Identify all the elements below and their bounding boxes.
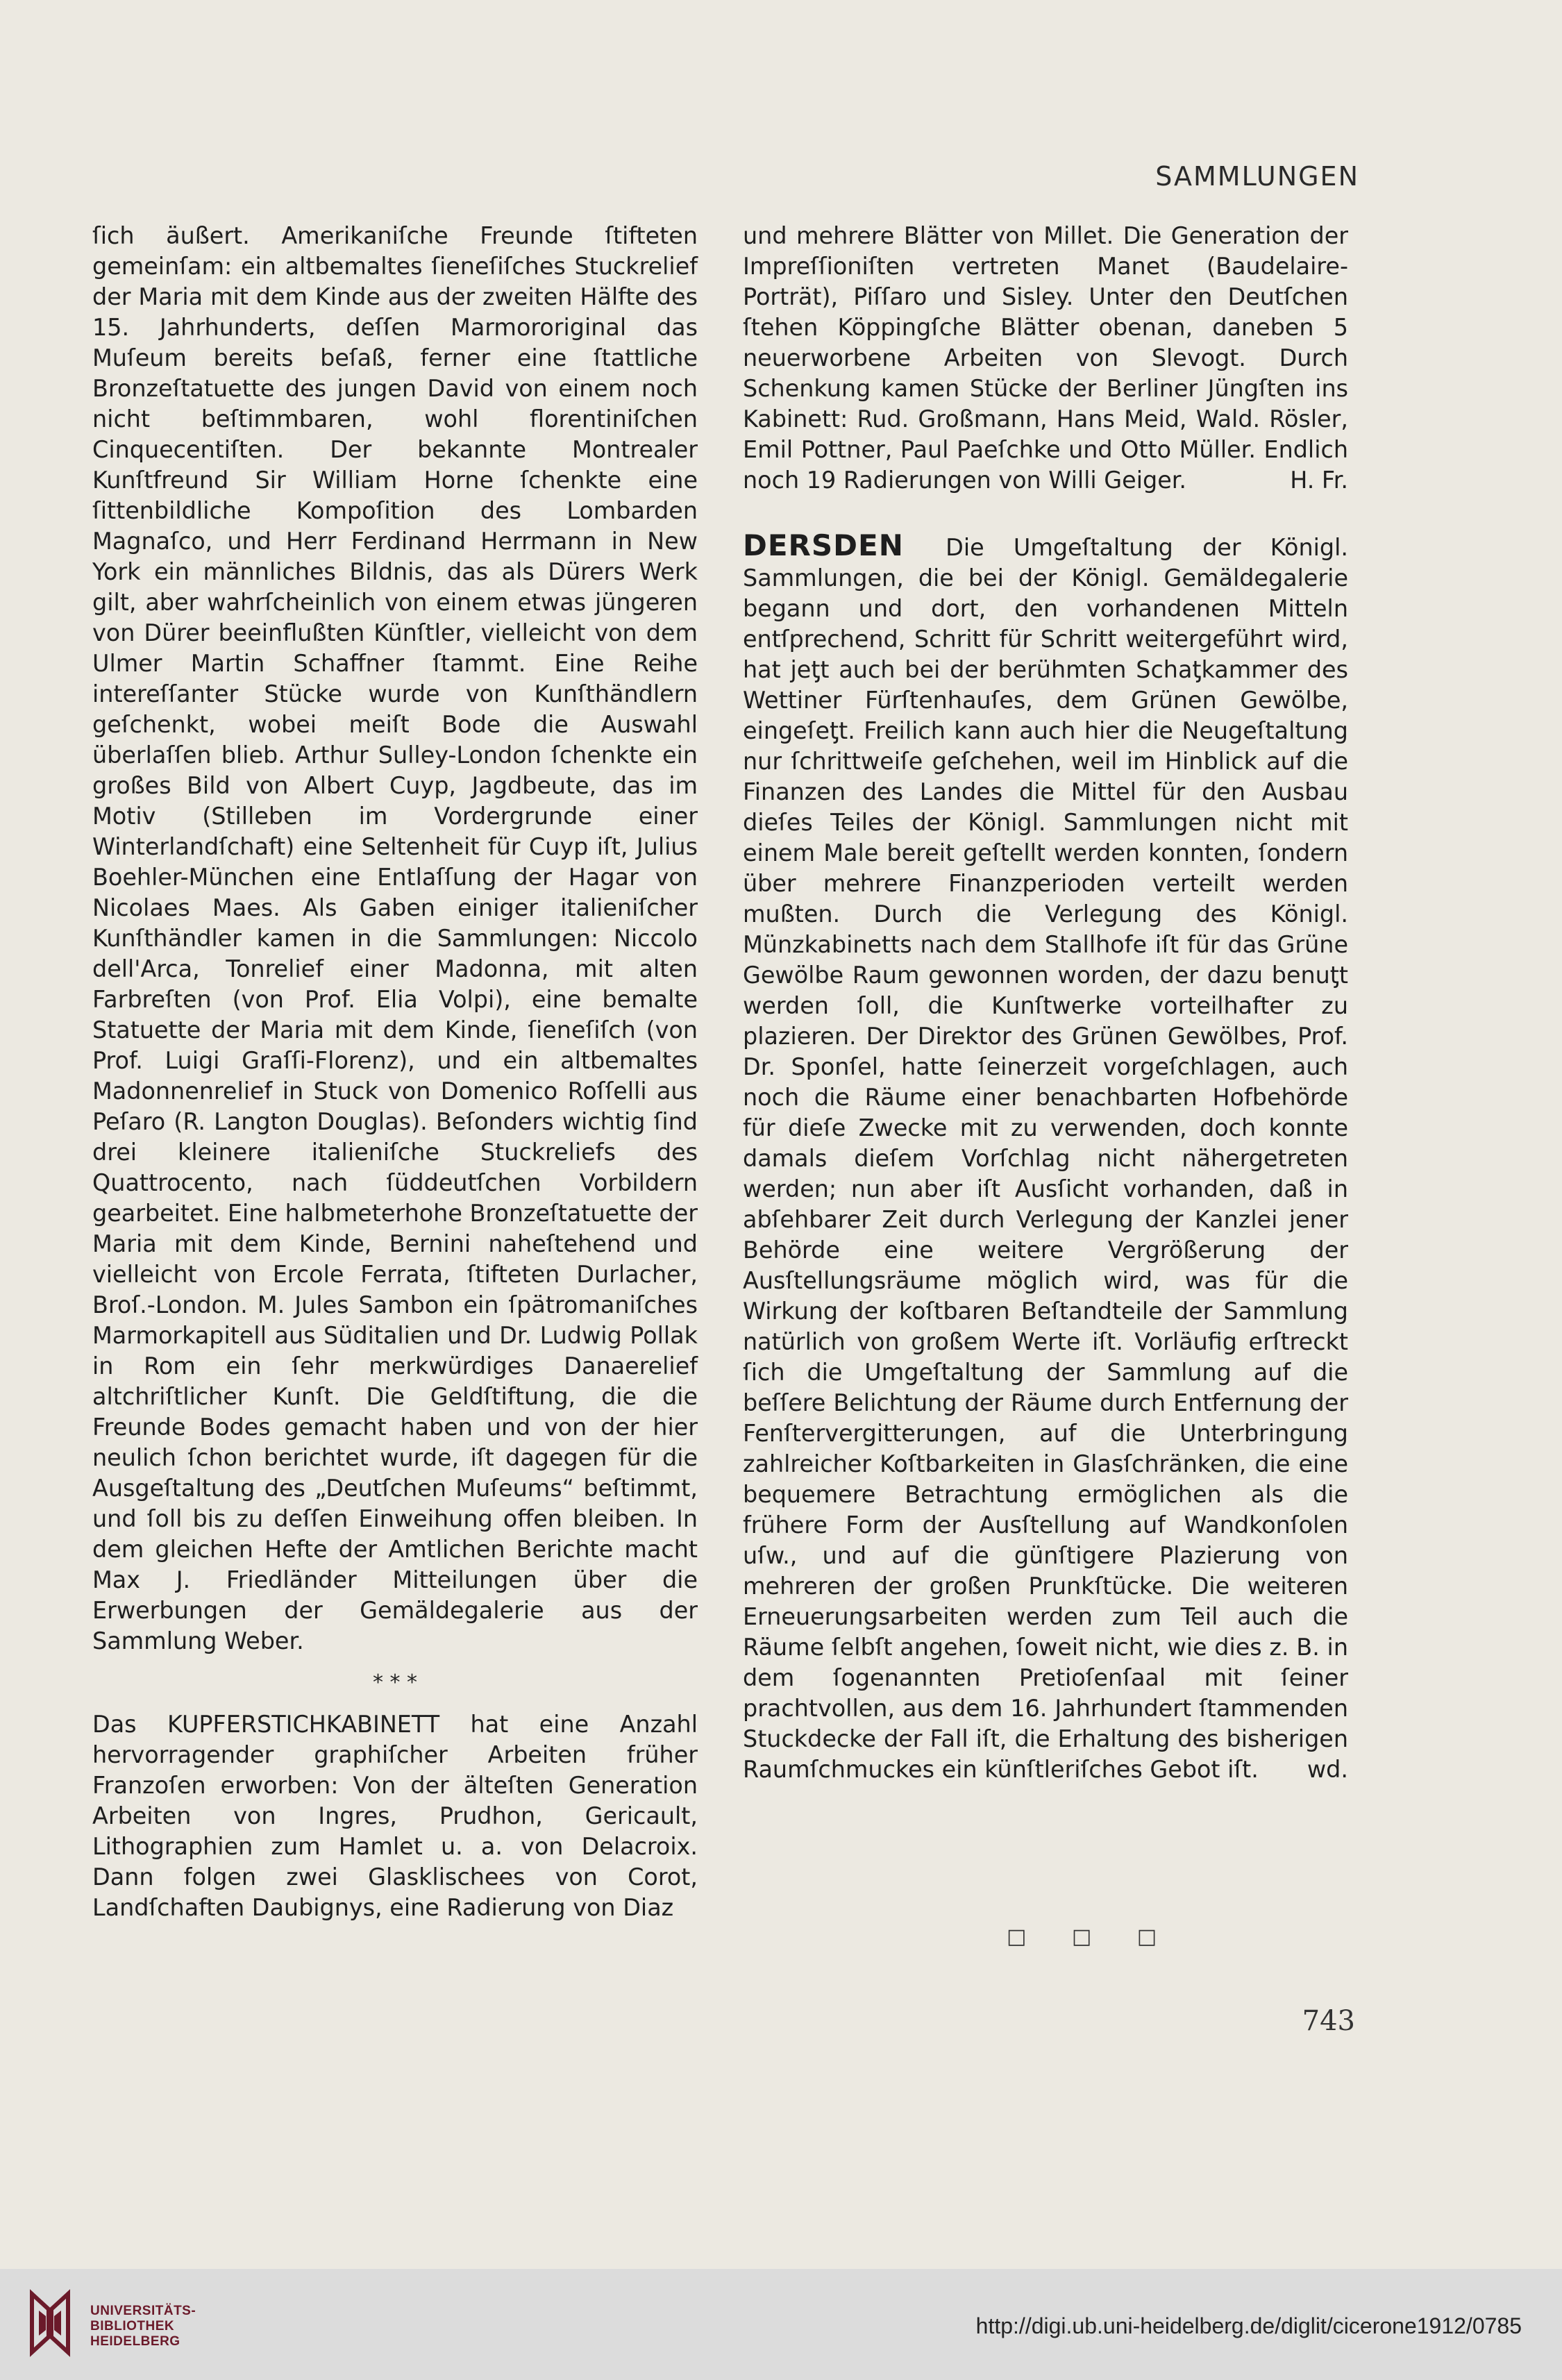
section-separator: * * * — [372, 1670, 418, 1695]
right-paragraph-2-text: Die Umgeſtaltung der Königl. Sammlungen, die bei der Königl. Gemäldegalerie begann und dort, den vorhandenen Mitteln entſprechend, Schritt für Schritt weitergeführt wird, hat jeƫt auch bei der berühmten Schaƫkammer des Wettiner Fürſtenhauſes, dem Grünen Gewölbe, eingeſeƫt. Freilich kann auch hier die Neugeſtaltung nur ſchrittweiſe geſchehen, weil im Hinblick auf die Finanzen des Landes die Mittel für den Ausbau dieſes Teiles der Königl. Sammlungen nicht mit einem Male bereit geſtellt werden konnten, ſondern über mehrere Finanzperioden verteilt werden mußten. Durch die Verlegung des Königl. Münzkabinetts nach dem Stallhofe iſt für das Grüne Gewölbe Raum gewonnen worden, der dazu benuƫt werden ſoll, die Kunſtwerke vorteilhafter zu plazieren. Der Direktor des Grünen Gewölbes, Prof. Dr. Sponſel, hatte ſeinerzeit vorgeſchlagen, auch noch die Räume einer benachbarten Hofbehörde für dieſe Zwecke mit zu verwenden, doch konnte damals dieſem Vorſchlag nicht nähergetreten werden; nun aber iſt Ausſicht vorhanden, daß in abſehbarer Zeit durch Verlegung der Kanzlei jener Behörde eine weitere Vergrößerung der Ausſtellungsräume möglich wird, was für die Wirkung der koſtbaren Beſtandteile der Sammlung natürlich von großem Werte iſt. Vorläufig erſtreckt ſich die Umgeſtaltung der Sammlung auf die beſſere Belichtung der Räume durch Entfernung der Fenſtervergitterungen, auf die Unterbringung zahlreicher Koſtbarkeiten in Glasſchränken, die eine bequemere Betrachtung ermöglichen als die frühere Form der Ausſtellung auf Wandkonſolen uſw., und auf die günſtigere Plazierung von mehreren der großen Prunkſtücke. Die weiteren Erneuerungsarbeiten werden zum Teil auch die Räume ſelbſt angehen, ſoweit nicht, wie dies z. B. in dem ſogenannten Pretioſenſaal mit ſeiner prachtvollen, aus dem 16. Jahrhundert ſtammenden Stuckdecke der Fall iſt, die Erhaltung des bisherigen Raumſchmuckes ein künſtleriſches Gebot iſt. — [743, 534, 1348, 1783]
library-name[interactable] — [90, 2304, 196, 2349]
library-name-line-3: HEIDELBERG — [90, 2334, 180, 2349]
right-paragraph-2 — [743, 530, 1348, 1785]
footer-bar — [0, 2269, 1562, 2380]
right-column — [743, 221, 1348, 1785]
right-paragraph-1-text: und mehrere Blätter von Millet. Die Generation der Impreſſioniſten vertreten Manet (Baudelaire-Porträt), Piſſaro und Sisley. Unter den Deutſchen ſtehen Köppingſche Blätter obenan, daneben 5 neuerworbene Arbeiten von Slevogt. Durch Schenkung kamen Stücke der Berliner Jüngſten ins Kabinett: Rud. Großmann, Hans Meid, Wald. Rösler, Emil Pottner, Paul Paeſchke und Otto Müller. Endlich noch 19 Radierungen von Willi Geiger. — [743, 222, 1348, 494]
library-name-line-2: BIBLIOTHEK — [90, 2319, 175, 2333]
left-paragraph-1: ſich äußert. Amerikaniſche Freunde ſtifteten gemeinſam: ein altbemaltes ſieneſiſches Stuckrelief der Maria mit dem Kinde aus der zweiten Hälfte des 15. Jahrhunderts, deſſen Marmororiginal das Muſeum bereits beſaß, ferner eine ſtattliche Bronzeſtatuette des jungen David von einem noch nicht beſtimmbaren, wohl florentiniſchen Cinquecentiſten. Der bekannte Montrealer Kunſtfreund Sir William Horne ſchenkte eine ſittenbildliche Kompoſition des Lombarden Magnaſco, und Herr Ferdinand Herrmann in New York ein männliches Bildnis, das als Dürers Werk gilt, aber wahrſcheinlich von einem etwas jüngeren von Dürer beeinflußten Künſtler, vielleicht von dem Ulmer Martin Schaffner ſtammt. Eine Reihe intereſſanter Stücke wurde von Kunſthändlern geſchenkt, wobei meiſt Bode die Auswahl überlaſſen blieb. Arthur Sulley-London ſchenkte ein großes Bild von Albert Cuyp, Jagdbeute, das im Motiv (Stilleben im Vordergrunde einer Winterlandſchaft) eine Seltenheit für Cuyp iſt, Julius Boehler-München eine Entlaſſung der Hagar von Nicolaes Maes. Als Gaben einiger italieniſcher Kunſthändler kamen in die Sammlungen: Niccolo dell'Arca, Tonrelief einer Madonna, mit alten Farbreſten (von Prof. Elia Volpi), eine bemalte Statuette der Maria mit dem Kinde, ſieneſiſch (von Prof. Luigi Graſſi-Florenz), und ein altbemaltes Madonnenrelief in Stuck von Domenico Roſſelli aus Peſaro (R. Langton Douglas). Beſonders wichtig ſind drei kleinere italieniſche Stuckreliefs des Quattrocento, nach ſüddeutſchen Vorbildern gearbeitet. Eine halbmeterhohe Bronzeſtatuette der Maria mit dem Kinde, Bernini naheſtehend und vielleicht von Ercole Ferrata, ſtifteten Durlacher, Broſ.-London. M. Jules Sambon ein ſpätromaniſches Marmorkapitell aus Süditalien und Dr. Ludwig Pollak in Rom ein ſehr merkwürdiges Danaerelief altchriſtlicher Kunſt. Die Geldſtiftung, die die Freunde Bodes gemacht haben und von der hier neulich ſchon berichtet wurde, iſt dagegen für die Ausgeſtaltung des „Deutſchen Muſeums“ beſtimmt, und ſoll bis zu deſſen Einweihung offen bleiben. In dem gleichen Hefte der Amtlichen Berichte macht Max J. Friedländer Mitteilungen über die Erwerbungen der Gemäldegalerie aus der Sammlung Weber. — [92, 222, 698, 1654]
signature-hfr: H. Fr. — [1290, 467, 1348, 494]
signature-wd: wd. — [1307, 1756, 1348, 1783]
left-paragraph-2: Das KUPFERSTICHKABINETT hat eine Anzahl hervorragender graphiſcher Arbeiten früher Franzoſen erworben: Von der älteſten Generation Arbeiten von Ingres, Prudhon, Gericault, Lithographien zum Hamlet u. a. von Delacroix. Dann folgen zwei Glasklischees von Corot, Landſchaften Daubignys, eine Radierung von Diaz — [92, 1711, 698, 1921]
end-marks: □ □ □ — [1007, 1925, 1177, 1949]
left-column — [92, 221, 698, 1923]
running-head: SAMMLUNGEN — [1155, 161, 1359, 192]
permalink-url[interactable]: http://digi.ub.uni-heidelberg.de/diglit/cicerone1912/0785 — [975, 2313, 1522, 2338]
section-heading: DERSDEN — [743, 528, 904, 562]
library-name-line-1: UNIVERSITÄTS- — [90, 2304, 196, 2318]
right-paragraph-1 — [743, 221, 1348, 496]
page-number: 743 — [1302, 2005, 1355, 2037]
heidelberg-library-logo-icon[interactable] — [28, 2288, 72, 2358]
